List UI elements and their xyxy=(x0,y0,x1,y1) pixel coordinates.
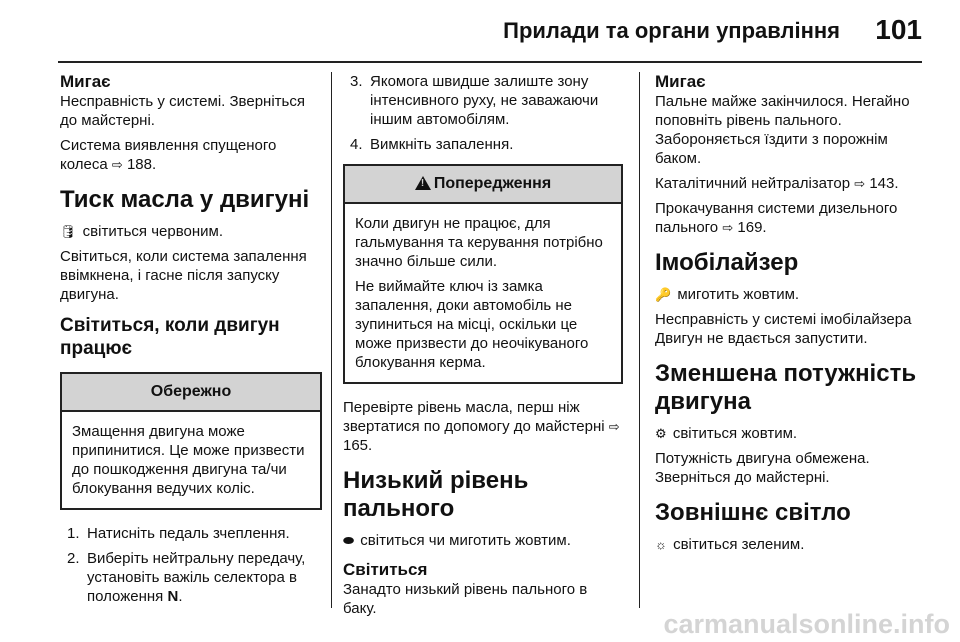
immobiliser-status: 🔑 миготить жовтим. xyxy=(655,286,800,303)
caution-text: Змащення двигуна може припинитися. Це може призвести до пошкодження двигуна та/чи блокування ведучих коліс. xyxy=(72,423,305,497)
exterior-light-heading: Зовнішнє світло xyxy=(655,499,851,526)
engine-power-icon: ⚙ xyxy=(655,426,667,441)
oil-can-icon: 🛢 xyxy=(60,224,77,239)
list-item: 2. Виберіть нейтральну передачу, установіть важіль селектора в положення N. xyxy=(67,550,306,605)
oil-pressure-heading: Тиск масла у двигуні xyxy=(60,186,310,213)
running-heading: Світиться, коли двигун працює xyxy=(60,315,280,359)
page-title: Прилади та органи управління xyxy=(503,18,840,43)
column-3 xyxy=(655,72,923,560)
tyre-deflation-text: Система виявлення спущеного колеса ⇨ 188. xyxy=(60,137,277,173)
reduced-power-status: ⚙ світиться жовтим. xyxy=(655,425,798,442)
low-fuel-text: Занадто низький рівень пального в баку. xyxy=(343,581,588,617)
diesel-bleed-ref-text: Прокачування системи дизельного пального ⇨ 169. xyxy=(655,200,898,236)
lit-subheading: Світиться xyxy=(343,560,428,579)
low-fuel-status: ⬬ світиться чи миготить жовтим. xyxy=(343,532,571,549)
page-ref-arrow-icon: ⇨ xyxy=(854,176,866,191)
malfunction-text: Несправність у системі. Зверніться до майстерні. xyxy=(60,93,305,129)
column-1 xyxy=(60,72,322,612)
immobiliser-heading: Імобілайзер xyxy=(655,249,799,276)
check-oil-text: Перевірте рівень масла, перш ніж звертатися по допомогу до майстерні ⇨ 165. xyxy=(343,399,620,454)
column-divider-2 xyxy=(639,72,640,608)
exterior-light-status: ☼ світиться зеленим. xyxy=(655,536,805,553)
car-key-icon: 🔑 xyxy=(655,287,672,302)
immobiliser-text: Несправність у системі імобілайзера Двигун не вдається запустити. xyxy=(655,311,912,347)
page-ref-arrow-icon: ⇨ xyxy=(111,157,123,172)
page-ref-link[interactable]: 169. xyxy=(737,219,767,236)
page-header xyxy=(0,0,960,60)
warning-text-2: Не виймайте ключ із замка запалення, доки автомобіль не зупиниться на місці, оскільки це може призвести до неочікуваного блокування керма. xyxy=(355,278,589,371)
catalytic-ref-text: Каталітичний нейтралізатор ⇨ 143. xyxy=(655,175,899,192)
steps-list-1 xyxy=(60,524,322,606)
page-number: 101 xyxy=(875,14,922,45)
column-divider-1 xyxy=(331,72,332,608)
fuel-empty-text: Пальне майже закінчилося. Негайно поповніть рівень пального. Забороняється їздити з порожнім баком. xyxy=(655,93,910,167)
oil-pressure-text: Світиться, коли система запалення ввімкнена, і гасне після запуску двигуна. xyxy=(60,248,307,303)
list-item: 3. Якомога швидше залиште зону інтенсивного руху, не заважаючи іншим автомобілям. xyxy=(350,73,599,128)
warning-box xyxy=(343,164,623,384)
fuel-pump-icon: ⬬ xyxy=(343,533,355,548)
reduced-power-text: Потужність двигуна обмежена. Зверніться до майстерні. xyxy=(655,450,870,486)
warning-text-1: Коли двигун не працює, для гальмування та керування потрібно значно більше сили. xyxy=(355,215,603,270)
blink-subheading: Мигає xyxy=(60,72,111,91)
page-ref-arrow-icon: ⇨ xyxy=(722,220,734,235)
oil-pressure-status: 🛢 світиться червоним. xyxy=(60,223,223,240)
watermark: carmanualsonline.info xyxy=(663,609,950,639)
column-2 xyxy=(343,72,623,624)
page-ref-link[interactable]: 165. xyxy=(343,437,373,454)
page-ref-link[interactable]: 188. xyxy=(126,156,157,173)
header-rule xyxy=(58,61,922,63)
list-item: 1. Натисніть педаль зчеплення. xyxy=(67,525,290,542)
low-fuel-heading: Низький рівень пального xyxy=(343,467,529,522)
blink-subheading: Мигає xyxy=(655,72,706,91)
caution-title: Обережно xyxy=(62,374,320,412)
warning-title: !Попередження xyxy=(345,166,621,204)
caution-box xyxy=(60,372,322,510)
headlight-icon: ☼ xyxy=(655,537,667,552)
page-ref-link[interactable]: 143. xyxy=(869,175,899,192)
steps-list-2 xyxy=(343,72,623,154)
reduced-power-heading: Зменшена потужність двигуна xyxy=(655,360,917,415)
page-ref-arrow-icon: ⇨ xyxy=(608,419,620,434)
list-item: 4. Вимкніть запалення. xyxy=(350,136,514,153)
warning-triangle-icon xyxy=(415,176,431,190)
